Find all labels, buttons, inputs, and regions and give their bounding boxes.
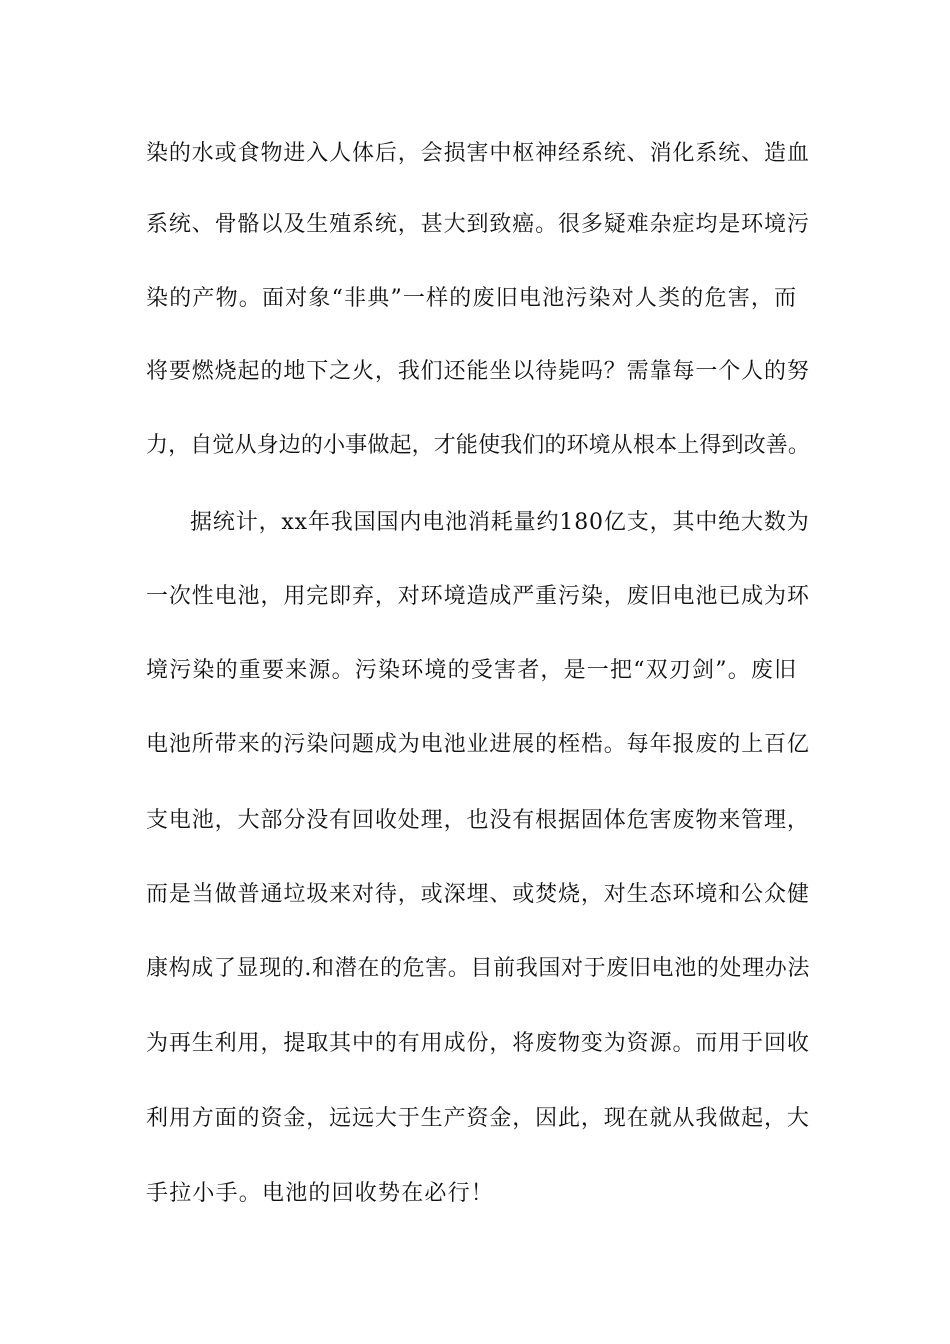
paragraph-line: 一次性电池，用完即弃，对环境造成严重污染，废旧电池已成为环 [146,584,810,609]
paragraph-line: 系统、骨骼以及生殖系统，甚大到致癌。很多疑难杂症均是环境污 [146,212,810,237]
paragraph-line: 而是当做普通垃圾来对待，或深埋、或焚烧，对生态环境和公众健 [146,882,810,907]
paragraph-line: 康构成了显现的.和潜在的危害。目前我国对于废旧电池的处理办法 [146,956,810,981]
paragraph-line: 手拉小手。电池的回收势在必行！ [146,1181,495,1206]
paragraph-line: 利用方面的资金，远远大于生产资金，因此，现在就从我做起，大 [146,1106,810,1131]
paragraph-line: 染的产物。面对象“非典”一样的废旧电池污染对人类的危害，而 [146,286,798,311]
paragraph-line: 支电池，大部分没有回收处理，也没有根据固体危害废物来管理， [146,808,810,833]
paragraph-line: 力，自觉从身边的小事做起，才能使我们的环境从根本上得到改善。 [146,433,811,458]
paragraph-line: 据统计，xx年我国国内电池消耗量约180亿支，其中绝大数为 [190,510,810,535]
paragraph-line: 将要燃烧起的地下之火，我们还能坐以待毙吗？需靠每一个人的努 [146,359,810,384]
paragraph-line: 染的水或食物进入人体后，会损害中枢神经系统、消化系统、造血 [146,141,810,166]
paragraph-line: 为再生利用，提取其中的有用成份，将废物变为资源。而用于回收 [146,1031,810,1056]
paragraph-line: 境污染的重要来源。污染环境的受害者，是一把“双刃剑”。废旧 [146,658,798,683]
paragraph-line: 电池所带来的污染问题成为电池业进展的桎梏。每年报废的上百亿 [146,732,810,757]
